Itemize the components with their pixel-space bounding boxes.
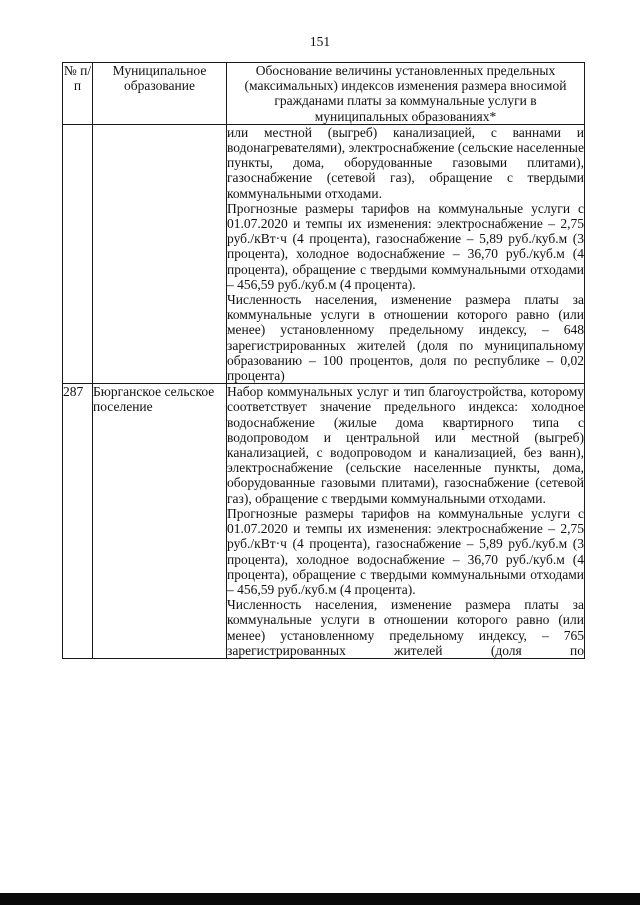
row-number (63, 124, 93, 383)
header-justification: Обоснование величины установленных предельных (максимальных) индексов изменения размера вносимой гражданами платы за коммунальные услуги в муниципальных образованиях* (227, 63, 585, 125)
paragraph: Численность населения, изменение размера платы за коммунальные услуги в отношении которого равно (или менее) установленному предельному индексу, – 765 зарегистрированных жителей (доля по (227, 597, 584, 658)
header-municipality: Муниципальное образование (93, 63, 227, 125)
row-justification (227, 124, 585, 383)
scan-bottom-edge (0, 893, 640, 905)
table-header-row (63, 63, 585, 125)
table-row (63, 124, 585, 383)
table-row (63, 384, 585, 659)
row-municipality: Бюрганское сельское поселение (93, 384, 227, 659)
row-municipality (93, 124, 227, 383)
paragraph: Прогнозные размеры тарифов на коммунальные услуги с 01.07.2020 и темпы их изменения: электроснабжение – 2,75 руб./кВт·ч (4 процента), газоснабжение – 5,89 руб./куб.м (3 процента), холодное водоснабжение – 36,70 руб./куб.м (4 процента), обращение с твердыми коммунальными отходами – 456,59 руб./куб.м (4 процента). (227, 505, 584, 597)
paragraph: или местной (выгреб) канализацией, с ваннами и водонагревателями), электроснабжение (сельские населенные пункты, дома, оборудованные газовыми плитами), газоснабжение (сетевой газ), обращение с твердыми коммунальными отходами. (227, 124, 584, 201)
row-justification (227, 384, 585, 659)
paragraph: Прогнозные размеры тарифов на коммунальные услуги с 01.07.2020 и темпы их изменения: электроснабжение – 2,75 руб./кВт·ч (4 процента), газоснабжение – 5,89 руб./куб.м (3 процента), холодное водоснабжение – 36,70 руб./куб.м (4 процента), обращение с твердыми коммунальными отходами – 456,59 руб./куб.м (4 процента). (227, 200, 584, 292)
paragraph: Численность населения, изменение размера платы за коммунальные услуги в отношении которого равно (или менее) установленному предельному индексу, – 648 зарегистрированных жителей (доля по муниципальному образованию – 100 процентов, доля по республике – 0,02 процента) (227, 292, 584, 384)
paragraph: Набор коммунальных услуг и тип благоустройства, которому соответствует значение предельного индекса: холодное водоснабжение (жилые дома квартирного типа с водопроводом и центральной или местной (выгреб) канализацией, с водопроводом и канализацией, без ванн), электроснабжение (сельские населенные пункты, дома, оборудованные газовыми плитами), газоснабжение (сетевой газ), обращение с твердыми коммунальными отходами. (227, 384, 584, 506)
header-number: № п/п (63, 63, 93, 125)
row-number: 287 (63, 384, 93, 659)
page-number: 151 (309, 34, 331, 49)
tariff-table (62, 62, 585, 659)
